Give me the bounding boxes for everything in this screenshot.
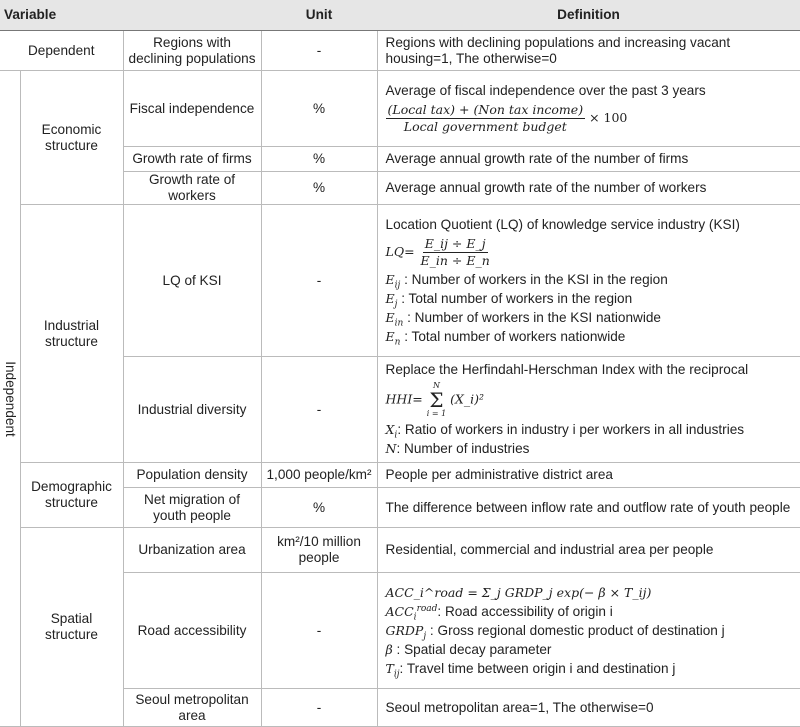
fiscal-independence-definition: Average of fiscal independence over the past 3 years $\frac{\text{(Local tax) + (Non tax income)}}{\text{Local government budget}}$ × 100 <box>377 71 800 147</box>
population-density-name: Population density <box>123 463 261 488</box>
table-row <box>0 528 800 573</box>
header-definition: Definition <box>377 0 800 31</box>
independent-label: Independent <box>0 71 20 727</box>
dependent-definition: Regions with declining populations and increasing vacant housing=1, The otherwise=0 <box>377 31 800 71</box>
net-migration-unit: % <box>261 488 377 528</box>
road-formula: ACC_i^road = Σ_j GRDP_j exp(− β × T_ij) <box>385 584 652 600</box>
table-row <box>0 463 800 488</box>
header-variable: Variable <box>0 0 261 31</box>
table-row <box>0 205 800 357</box>
net-migration-name: Net migration of youth people <box>123 488 261 528</box>
growth-firms-unit: % <box>261 147 377 172</box>
industrial-structure-label: Industrial structure <box>20 205 123 463</box>
lq-ksi-definition: Location Quotient (LQ) of knowledge service industry (KSI) LQ= $\frac{E\_ij \div E\_j}{E\_in \div E\_n}$ $E_{ij}$ : Number of workers in the KSI in the region $E_j$ : Total number of workers in the region $E_{in}$ : Number of workers in the KSI nationwide $E_n$ : Total number of workers nationwide <box>377 205 800 357</box>
seoul-metro-name: Seoul metropolitan area <box>123 689 261 727</box>
population-density-definition: People per administrative district area <box>377 463 800 488</box>
industrial-diversity-unit: - <box>261 357 377 463</box>
seoul-metro-definition: Seoul metropolitan area=1, The otherwise=0 <box>377 689 800 727</box>
growth-firms-name: Growth rate of firms <box>123 147 261 172</box>
lq-formula: LQ= $\frac{E\_ij \div E\_j}{E\_in \div E\_n}$ <box>385 235 490 268</box>
spatial-structure-label: Spatial structure <box>20 528 123 727</box>
growth-workers-definition: Average annual growth rate of the number of workers <box>377 172 800 205</box>
hhi-formula: HHI= N Σ i = 1 (X_i)² <box>385 381 485 418</box>
lq-ksi-name: LQ of KSI <box>123 205 261 357</box>
urbanization-area-unit: km²/10 million people <box>261 528 377 573</box>
growth-firms-definition: Average annual growth rate of the number of firms <box>377 147 800 172</box>
economic-structure-label: Economic structure <box>20 71 123 205</box>
population-density-unit: 1,000 people/km² <box>261 463 377 488</box>
growth-workers-unit: % <box>261 172 377 205</box>
dependent-variable: Regions with declining populations <box>123 31 261 71</box>
road-accessibility-unit: - <box>261 573 377 689</box>
fiscal-formula: $\frac{\text{(Local tax) + (Non tax income)}}{\text{Local government budget}}$ × 100 <box>387 101 628 134</box>
seoul-metro-unit: - <box>261 689 377 727</box>
growth-workers-name: Growth rate of workers <box>123 172 261 205</box>
dependent-label: Dependent <box>0 31 123 71</box>
industrial-diversity-name: Industrial diversity <box>123 357 261 463</box>
net-migration-definition: The difference between inflow rate and outflow rate of youth people <box>377 488 800 528</box>
industrial-diversity-definition: Replace the Herfindahl-Herschman Index with the reciprocal HHI= N Σ i = 1 (X_i)² $X_i$: Ratio of workers in industry i per workers in all industries N: Number of industries <box>377 357 800 463</box>
urbanization-area-definition: Residential, commercial and industrial area per people <box>377 528 800 573</box>
demographic-structure-label: Demographic structure <box>20 463 123 528</box>
fiscal-independence-name: Fiscal independence <box>123 71 261 147</box>
header-row <box>0 0 800 31</box>
header-unit: Unit <box>261 0 377 31</box>
lq-ksi-unit: - <box>261 205 377 357</box>
table-row <box>0 71 800 147</box>
road-accessibility-name: Road accessibility <box>123 573 261 689</box>
table-row <box>0 31 800 71</box>
urbanization-area-name: Urbanization area <box>123 528 261 573</box>
road-accessibility-definition: ACC_i^road = Σ_j GRDP_j exp(− β × T_ij) $ACC_i^{road}$: Road accessibility of origin i $GRDP_j$ : Gross regional domestic product of destination j β : Spatial decay parameter $T_{ij}$: Travel time between origin i and destination j <box>377 573 800 689</box>
dependent-unit: - <box>261 31 377 71</box>
fiscal-independence-unit: % <box>261 71 377 147</box>
